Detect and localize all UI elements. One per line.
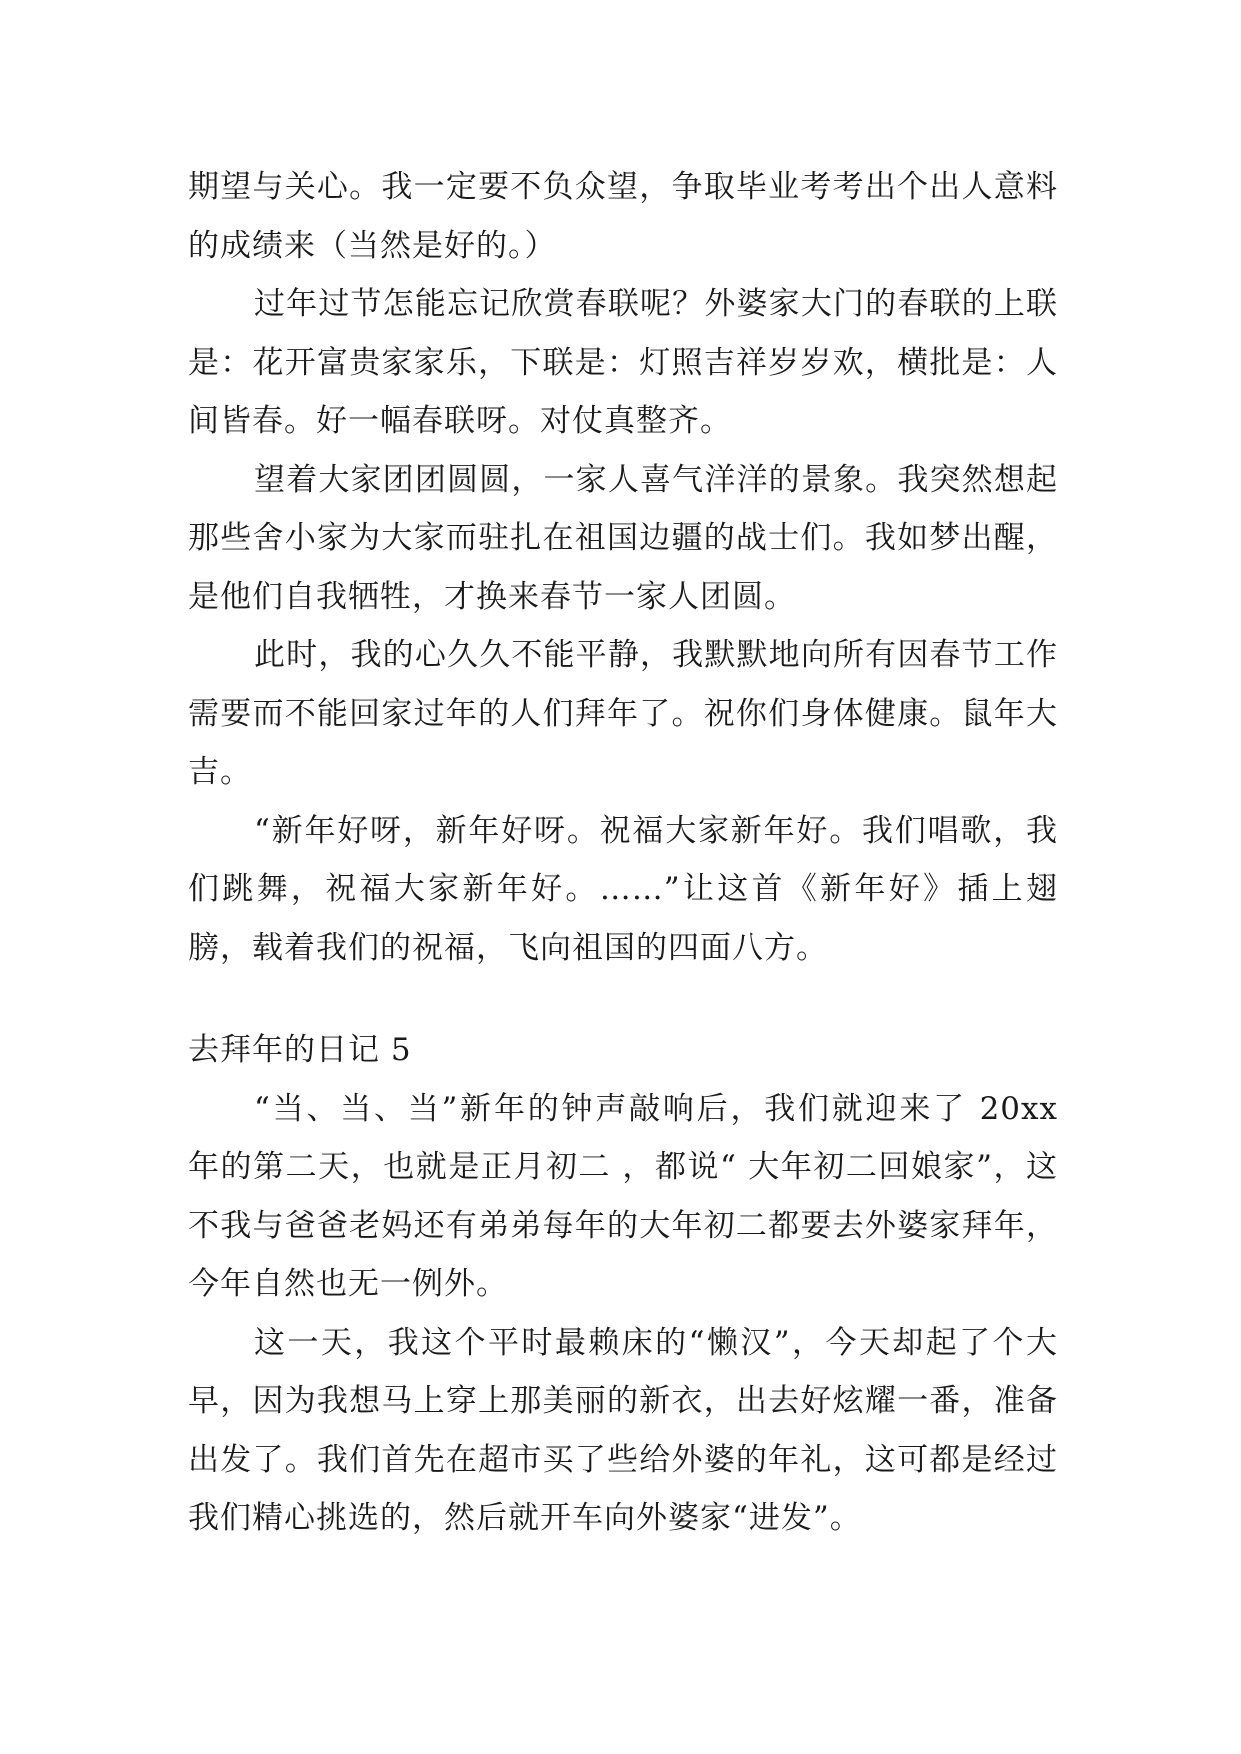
paragraph-reunion: 望着大家团团圆圆，一家人喜气洋洋的景象。我突然想起那些舍小家为大家而驻扎在祖国边疆的战士们。我如梦出醒，是他们自我牺牲，才换来春节一家人团圆。 — [188, 461, 1058, 615]
section-heading: 去拜年的日记 5 — [188, 1032, 412, 1068]
paragraph-song: “新年好呀，新年好呀。祝福大家新年好。我们唱歌，我们跳舞，祝福大家新年好。……”让这首《新年好》插上翅膀，载着我们的祝福，飞向祖国的四面八方。 — [188, 812, 1058, 966]
paragraph-new-year-greeting: 此时，我的心久久不能平静，我默默地向所有因春节工作需要而不能回家过年的人们拜年了。祝你们身体健康。鼠年大吉。 — [188, 637, 1058, 790]
document-body — [188, 158, 1058, 1548]
paragraph-departure: 这一天，我这个平时最赖床的“懒汉”，今天却起了个大早，因为我想马上穿上那美丽的新衣，出去好炫耀一番，准备出发了。我们首先在超市买了些给外婆的年礼，这可都是经过我们精心挑选的，然后就开车向外婆家“进发”。 — [188, 1324, 1058, 1536]
paragraph-couplet: 过年过节怎能忘记欣赏春联呢？外婆家大门的春联的上联是：花开富贵家家乐，下联是：灯照吉祥岁岁欢，横批是：人间皆春。好一幅春联呀。对仗真整齐。 — [188, 286, 1058, 439]
paragraph-second-day: “当、当、当”新年的钟声敲响后，我们就迎来了 20xx 年的第二天，也就是正月初二 ，都说“ 大年初二回娘家”，这不我与爸爸老妈还有弟弟每年的大年初二都要去外婆家拜年，今年自然也无一例外。 — [188, 1090, 1058, 1302]
paragraph-expectation: 期望与关心。我一定要不负众望，争取毕业考考出个出人意料的成绩来（当然是好的。） — [188, 169, 1058, 264]
